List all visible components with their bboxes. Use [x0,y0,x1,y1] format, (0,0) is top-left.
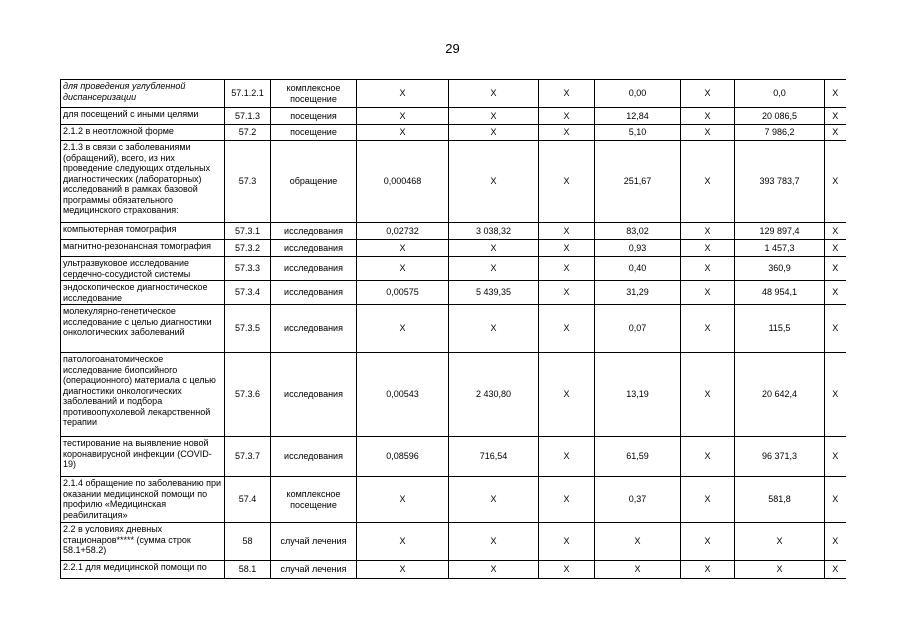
row-value-cell: X [449,305,539,353]
row-value-cell: X [825,80,846,108]
data-table [60,79,846,579]
row-value-cell: 5 439,35 [449,281,539,305]
row-value-cell: X [539,108,595,125]
row-name-cell: 2.2 в условиях дневных стационаров***** (сумма строк 58.1+58.2) [61,523,225,561]
row-value-cell: X [825,257,846,281]
row-name-cell: тестирование на выявление новой коронавирусной инфекции (COVID-19) [61,437,225,477]
row-value-cell: 12,84 [595,108,681,125]
row-name-cell: 2.1.2 в неотложной форме [61,125,225,141]
row-value-cell: X [825,523,846,561]
row-value-cell: X [681,223,735,240]
row-value-cell: 2 430,80 [449,353,539,437]
row-value-cell: X [449,141,539,223]
table-row [61,437,846,477]
row-value-cell: X [449,108,539,125]
row-value-cell: X [681,125,735,141]
row-value-cell: X [681,257,735,281]
row-unit-cell: комплексное посещение [271,80,357,108]
row-name-cell: молекулярно-генетическое исследование с целью диагностики онкологических заболеваний [61,305,225,353]
row-value-cell: X [595,561,681,579]
row-value-cell: X [681,523,735,561]
row-code-cell: 57.1.3 [225,108,271,125]
row-value-cell: 96 371,3 [735,437,825,477]
row-value-cell: X [449,477,539,523]
row-value-cell: X [825,141,846,223]
row-value-cell: X [539,80,595,108]
row-value-cell: 83,02 [595,223,681,240]
row-value-cell: X [539,477,595,523]
row-value-cell: 581,8 [735,477,825,523]
row-value-cell: X [825,477,846,523]
row-name-cell: для проведения углубленной диспансеризации [61,80,225,108]
row-value-cell: 393 783,7 [735,141,825,223]
row-value-cell: 251,67 [595,141,681,223]
row-value-cell: X [825,223,846,240]
row-value-cell: 716,54 [449,437,539,477]
row-value-cell: 0,000468 [357,141,449,223]
row-name-cell: компьютерная томография [61,223,225,240]
row-code-cell: 57.2 [225,125,271,141]
row-value-cell: 360,9 [735,257,825,281]
row-code-cell: 57.3.4 [225,281,271,305]
row-value-cell: X [825,561,846,579]
row-value-cell: X [449,240,539,257]
row-value-cell: 0,08596 [357,437,449,477]
row-value-cell: 0,37 [595,477,681,523]
row-value-cell: X [449,80,539,108]
row-value-cell: 0,93 [595,240,681,257]
row-value-cell: 0,02732 [357,223,449,240]
row-name-cell: эндоскопическое диагностическое исследование [61,281,225,305]
row-value-cell: 7 986,2 [735,125,825,141]
row-value-cell: 0,07 [595,305,681,353]
row-unit-cell: посещение [271,125,357,141]
row-value-cell: X [825,305,846,353]
row-code-cell: 57.3 [225,141,271,223]
row-value-cell: 13,19 [595,353,681,437]
table-row [61,561,846,579]
page-number: 29 [445,41,460,56]
row-code-cell: 58.1 [225,561,271,579]
row-name-cell: патологоанатомическое исследование биопсийного (операционного) материала с целью диагностики онкологических заболеваний и подбора противоопухолевой лекарственной терапии [61,353,225,437]
row-value-cell: X [735,523,825,561]
row-value-cell: 0,0 [735,80,825,108]
row-value-cell: X [681,561,735,579]
row-value-cell: 129 897,4 [735,223,825,240]
row-unit-cell: посещения [271,108,357,125]
row-value-cell: X [825,437,846,477]
row-value-cell: X [539,257,595,281]
row-value-cell: X [357,305,449,353]
row-value-cell: X [825,240,846,257]
row-unit-cell: комплексное посещение [271,477,357,523]
row-value-cell: X [539,437,595,477]
row-value-cell: X [357,257,449,281]
row-value-cell: X [449,257,539,281]
row-value-cell: 31,29 [595,281,681,305]
row-unit-cell: обращение [271,141,357,223]
row-value-cell: 0,00543 [357,353,449,437]
row-value-cell: X [681,281,735,305]
row-value-cell: X [681,240,735,257]
row-unit-cell: случай лечения [271,523,357,561]
row-value-cell: X [681,108,735,125]
row-value-cell: 115,5 [735,305,825,353]
row-code-cell: 57.3.5 [225,305,271,353]
table-row [61,523,846,561]
row-value-cell: 20 086,5 [735,108,825,125]
row-value-cell: X [825,353,846,437]
row-name-cell: 2.1.4 обращение по заболеванию при оказании медицинской помощи по профилю «Медицинская реабилитация» [61,477,225,523]
row-value-cell: X [825,125,846,141]
row-value-cell: X [681,437,735,477]
row-code-cell: 57.4 [225,477,271,523]
row-value-cell: X [357,523,449,561]
row-value-cell: 0,40 [595,257,681,281]
row-value-cell: X [539,223,595,240]
row-unit-cell: исследования [271,353,357,437]
table-row [61,141,846,223]
row-value-cell: X [681,477,735,523]
table-row [61,240,846,257]
table-row [61,477,846,523]
row-value-cell: X [357,108,449,125]
row-code-cell: 58 [225,523,271,561]
row-value-cell: X [449,125,539,141]
table-body [61,80,846,579]
table-row [61,108,846,125]
row-value-cell: X [825,108,846,125]
row-value-cell: X [357,125,449,141]
row-value-cell: X [595,523,681,561]
row-unit-cell: исследования [271,437,357,477]
row-unit-cell: исследования [271,305,357,353]
table-row [61,125,846,141]
table-row [61,305,846,353]
row-code-cell: 57.3.6 [225,353,271,437]
row-value-cell: X [539,305,595,353]
row-unit-cell: исследования [271,223,357,240]
row-value-cell: X [681,80,735,108]
row-value-cell: X [539,353,595,437]
table-row [61,223,846,240]
row-name-cell: магнитно-резонансная томография [61,240,225,257]
row-value-cell: 61,59 [595,437,681,477]
row-value-cell: X [357,477,449,523]
row-value-cell: X [357,80,449,108]
row-unit-cell: исследования [271,281,357,305]
table-row [61,353,846,437]
table-row [61,281,846,305]
row-value-cell: X [539,141,595,223]
row-value-cell: X [357,240,449,257]
row-value-cell: X [539,240,595,257]
row-value-cell: 0,00575 [357,281,449,305]
row-value-cell: 1 457,3 [735,240,825,257]
row-value-cell: X [539,561,595,579]
row-value-cell: 48 954,1 [735,281,825,305]
row-unit-cell: исследования [271,257,357,281]
row-code-cell: 57.3.2 [225,240,271,257]
row-name-cell: ультразвуковое исследование сердечно-сосудистой системы [61,257,225,281]
row-value-cell: X [539,125,595,141]
row-name-cell: для посещений с иными целями [61,108,225,125]
row-name-cell: 2.2.1 для медицинской помощи по [61,561,225,579]
table-row [61,80,846,108]
row-value-cell: 20 642,4 [735,353,825,437]
row-value-cell: 3 038,32 [449,223,539,240]
row-unit-cell: исследования [271,240,357,257]
row-value-cell: X [449,561,539,579]
row-name-cell: 2.1.3 в связи с заболеваниями (обращений), всего, из них проведение следующих отдельных диагностических (лабораторных) исследований в рамках базовой программы обязательного медицинского страхования: [61,141,225,223]
table-row [61,257,846,281]
row-value-cell: 5,10 [595,125,681,141]
row-code-cell: 57.1.2.1 [225,80,271,108]
row-value-cell: X [681,305,735,353]
row-code-cell: 57.3.7 [225,437,271,477]
row-value-cell: X [681,141,735,223]
row-code-cell: 57.3.3 [225,257,271,281]
row-value-cell: X [539,523,595,561]
row-value-cell: X [735,561,825,579]
row-value-cell: X [825,281,846,305]
row-value-cell: X [539,281,595,305]
row-value-cell: X [357,561,449,579]
row-code-cell: 57.3.1 [225,223,271,240]
row-value-cell: X [681,353,735,437]
row-unit-cell: случай лечения [271,561,357,579]
row-value-cell: X [449,523,539,561]
row-value-cell: 0,00 [595,80,681,108]
